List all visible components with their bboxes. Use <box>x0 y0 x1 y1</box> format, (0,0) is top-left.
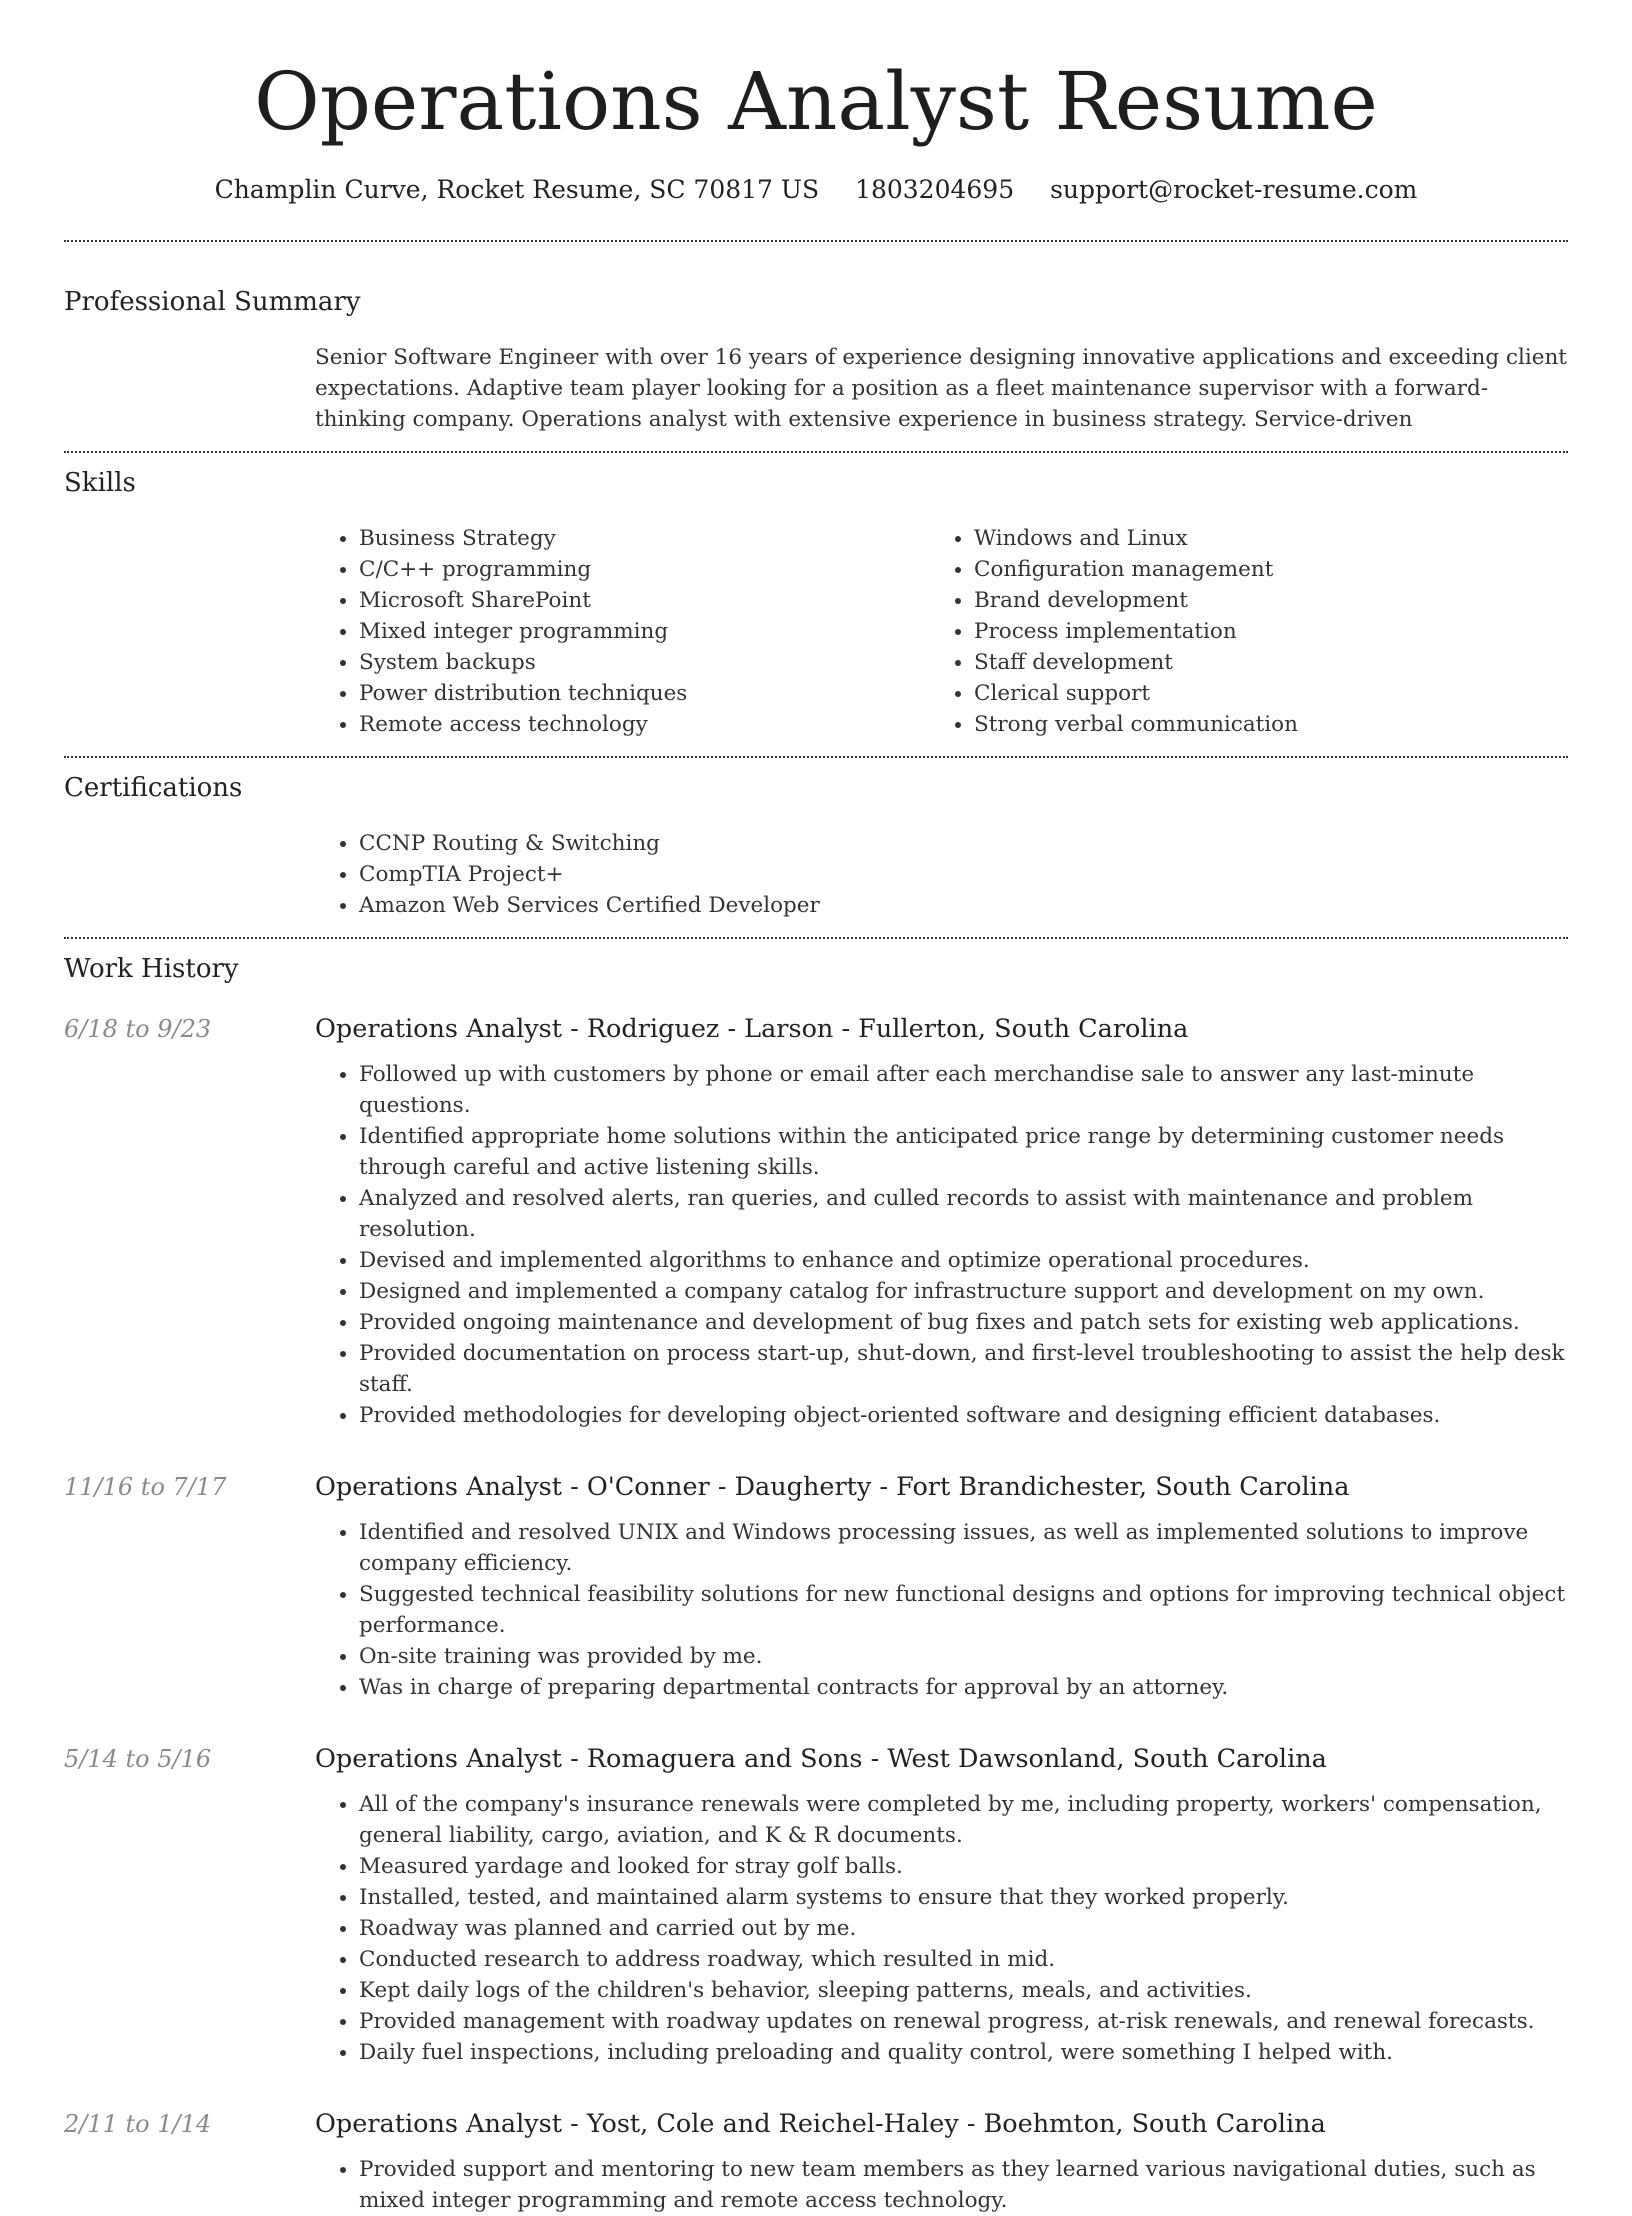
contact-phone: 1803204695 <box>855 175 1015 204</box>
skills-column-left <box>315 523 930 740</box>
certification-item: • CompTIA Project+ <box>359 859 1568 890</box>
skill-item: • Business Strategy <box>359 523 930 554</box>
skills-list-left <box>315 523 930 740</box>
job-bullet: • Identified and resolved UNIX and Windows processing issues, as well as implemented solutions to improve company efficiency. <box>359 1517 1568 1579</box>
job-bullet: • Provided support and mentoring to new team members as they learned various navigational duties, such as mixed integer programming and remote access technology. <box>359 2154 1568 2216</box>
job-bullet: • Provided methodologies for developing object-oriented software and designing efficient databases. <box>359 1400 1568 1431</box>
skills-column-right <box>930 523 1545 740</box>
job-bullet: • Followed up with customers by phone or email after each merchandise sale to answer any last-minute questions. <box>359 1059 1568 1121</box>
job-bullet: • Suggested technical feasibility solutions for new functional designs and options for improving technical object performance. <box>359 1579 1568 1641</box>
job-bullet: • Installed, tested, and maintained alarm systems to ensure that they worked properly. <box>359 1882 1568 1913</box>
skill-item: • Process implementation <box>974 616 1545 647</box>
job-date: 5/14 to 5/16 <box>64 1745 212 1773</box>
certification-item: • CCNP Routing & Switching <box>359 828 1568 859</box>
skill-item: • Clerical support <box>974 678 1545 709</box>
certifications-content <box>315 828 1568 921</box>
work-history-section <box>64 939 1568 2216</box>
job-entry <box>64 1013 1568 1431</box>
contact-email[interactable]: support@rocket-resume.com <box>1050 175 1418 204</box>
job-bullets <box>315 1059 1568 1431</box>
skill-item: • Remote access technology <box>359 709 930 740</box>
section-title-skills: Skills <box>64 468 136 498</box>
section-title-summary: Professional Summary <box>64 287 361 317</box>
job-title: Operations Analyst - Yost, Cole and Reichel-Haley - Boehmton, South Carolina <box>315 2109 1326 2139</box>
job-date: 6/18 to 9/23 <box>64 1015 212 1043</box>
skill-item: • Power distribution techniques <box>359 678 930 709</box>
skill-item: • Microsoft SharePoint <box>359 585 930 616</box>
contact-line <box>64 174 1568 206</box>
contact-address: Champlin Curve, Rocket Resume, SC 70817 US <box>214 175 820 204</box>
job-bullet: • On-site training was provided by me. <box>359 1641 1568 1672</box>
job-bullet: • Roadway was planned and carried out by me. <box>359 1913 1568 1944</box>
job-entry <box>64 2108 1568 2216</box>
skill-item: • System backups <box>359 647 930 678</box>
job-date: 2/11 to 1/14 <box>64 2110 212 2138</box>
job-bullet: • Provided documentation on process start-up, shut-down, and first-level troubleshooting to assist the help desk staff. <box>359 1338 1568 1400</box>
job-title: Operations Analyst - Romaguera and Sons - West Dawsonland, South Carolina <box>315 1744 1327 1774</box>
skill-item: • Mixed integer programming <box>359 616 930 647</box>
job-bullet: • Kept daily logs of the children's behavior, sleeping patterns, meals, and activities. <box>359 1975 1568 2006</box>
skills-section <box>64 453 1568 740</box>
job-bullets <box>315 2154 1568 2216</box>
job-bullets <box>315 1517 1568 1703</box>
job-bullet: • Devised and implemented algorithms to enhance and optimize operational procedures. <box>359 1245 1568 1276</box>
job-bullet: • Designed and implemented a company catalog for infrastructure support and development on my own. <box>359 1276 1568 1307</box>
section-title-certifications: Certifications <box>64 773 243 803</box>
skills-list-right <box>930 523 1545 740</box>
skill-item: • Windows and Linux <box>974 523 1545 554</box>
job-details <box>315 2108 1568 2216</box>
job-bullets <box>315 1789 1568 2068</box>
job-bullet: • Was in charge of preparing departmental contracts for approval by an attorney. <box>359 1672 1568 1703</box>
job-details <box>315 1013 1568 1431</box>
skill-item: • Configuration management <box>974 554 1545 585</box>
job-title: Operations Analyst - O'Conner - Daugherty - Fort Brandichester, South Carolina <box>315 1472 1350 1502</box>
skill-item: • Strong verbal communication <box>974 709 1545 740</box>
skill-item: • Brand development <box>974 585 1545 616</box>
job-details <box>315 1471 1568 1703</box>
certification-item: • Amazon Web Services Certified Developer <box>359 890 1568 921</box>
professional-summary-section <box>64 242 1568 435</box>
job-list <box>64 1013 1568 2216</box>
skills-columns <box>315 523 1568 740</box>
job-details <box>315 1743 1568 2068</box>
job-title: Operations Analyst - Rodriguez - Larson - Fullerton, South Carolina <box>315 1014 1189 1044</box>
job-entry <box>64 1471 1568 1703</box>
resume-title: Operations Analyst Resume <box>254 55 1378 148</box>
job-bullet: • Measured yardage and looked for stray golf balls. <box>359 1851 1568 1882</box>
certifications-section <box>64 758 1568 921</box>
job-bullet: • Provided ongoing maintenance and development of bug fixes and patch sets for existing web applications. <box>359 1307 1568 1338</box>
job-bullet: • Daily fuel inspections, including preloading and quality control, were something I helped with. <box>359 2037 1568 2068</box>
skill-item: • C/C++ programming <box>359 554 930 585</box>
job-bullet: • Provided management with roadway updates on renewal progress, at-risk renewals, and renewal forecasts. <box>359 2006 1568 2037</box>
certifications-list <box>315 828 1568 921</box>
summary-text: Senior Software Engineer with over 16 years of experience designing innovative applications and exceeding client expectations. Adaptive team player looking for a position as a fleet maintenance supervisor with a forward-thinking company. Operations analyst with extensive experience in business strategy. Service-driven <box>315 345 1567 432</box>
job-bullet: • All of the company's insurance renewals were completed by me, including property, workers' compensation, general liability, cargo, aviation, and K & R documents. <box>359 1789 1568 1851</box>
job-date: 11/16 to 7/17 <box>64 1473 227 1501</box>
job-bullet: • Conducted research to address roadway, which resulted in mid. <box>359 1944 1568 1975</box>
section-title-work-history: Work History <box>64 954 239 984</box>
skill-item: • Staff development <box>974 647 1545 678</box>
job-bullet: • Analyzed and resolved alerts, ran queries, and culled records to assist with maintenance and problem resolution. <box>359 1183 1568 1245</box>
job-bullet: • Identified appropriate home solutions within the anticipated price range by determining customer needs through careful and active listening skills. <box>359 1121 1568 1183</box>
job-entry <box>64 1743 1568 2068</box>
